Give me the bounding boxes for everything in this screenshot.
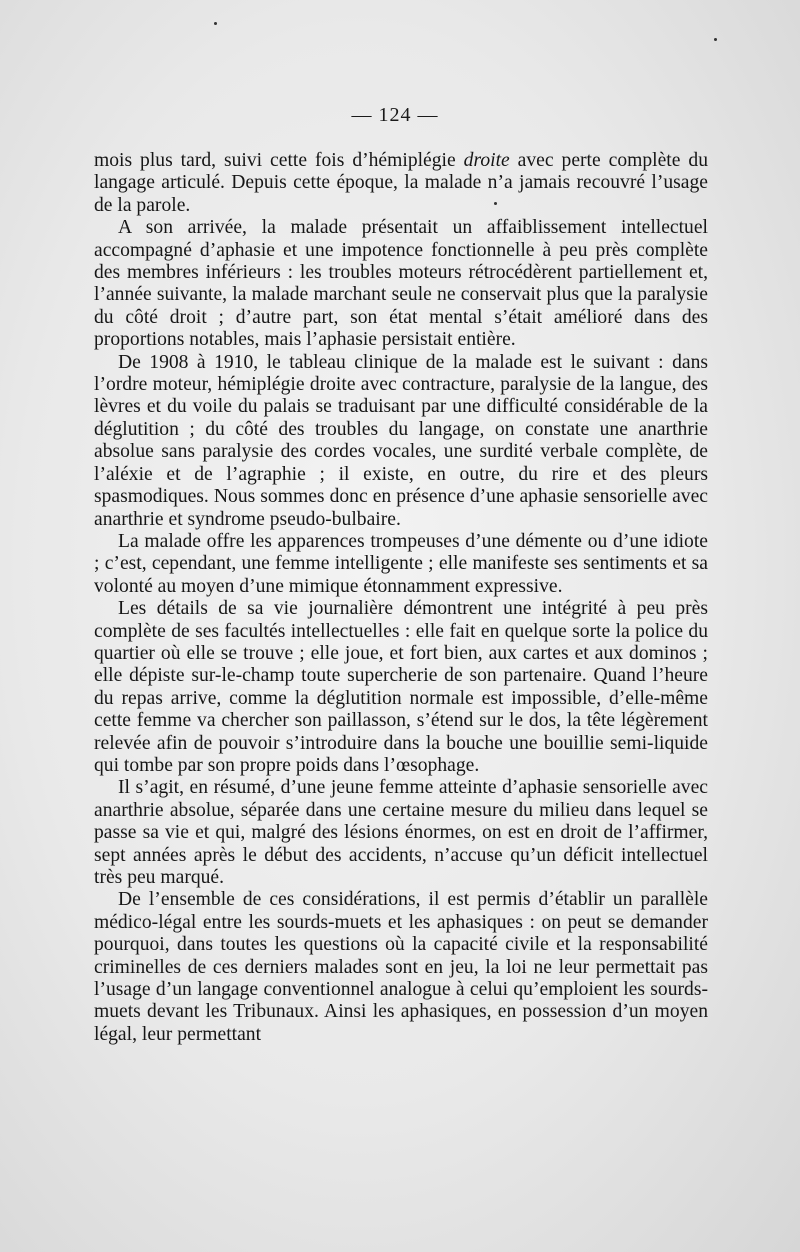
page-number: — 124 — [351,104,439,126]
paragraph-1-emphasis: droite [463,150,510,171]
body-text [94,150,708,1046]
paragraph-3: De 1908 à 1910, le tableau clinique de la malade est le suivant : dans l’ordre moteur, hémiplégie droite avec contracture, paralysie de la langue, des lèvres et du voile du palais se traduisant par une difficulté considérable de la déglutition ; du côté des troubles du langage, on constate une anarthrie absolue sans paralysie des cordes vocales, une surdité verbale complète, de l’aléxie et de l’agraphie ; il existe, en outre, du rire et des pleurs spasmodiques. Nous sommes donc en présence d’une aphasie sensorielle avec anarthrie et syndrome pseudo-bulbaire. [94,351,708,530]
paragraph-5: Les détails de sa vie journalière démontrent une intégrité à peu près complète de ses facultés intellectuelles : elle fait en quelque sorte la police du quartier où elle se trouve ; elle joue, et fort bien, aux cartes et aux dominos ; elle dépiste sur-le-champ toute supercherie de son partenaire. Quand l’heure du repas arrive, comme la déglutition normale est impossible, d’elle-même cette femme va chercher son paillasson, s’étend sur le dos, la tête légèrement relevée afin de pouvoir s’introduire dans la bouche une bouillie semi-liquide qui tombe par son propre poids dans l’œsophage. [94,598,708,776]
paragraph-1 [94,150,708,217]
paragraph-1-text-start: mois plus tard, suivi cette fois d’hémiplégie [94,150,464,171]
paragraph-4: La malade offre les apparences trompeuses d’une démente ou d’une idiote ; c’est, cependant, une femme intelligente ; elle manifeste ses sentiments et sa volonté au moyen d’une mimique étonnamment expressive. [94,530,708,597]
paragraph-6: Il s’agit, en résumé, d’une jeune femme atteinte d’aphasie sensorielle avec anarthrie absolue, séparée dans une certaine mesure du milieu dans lequel se passe sa vie et qui, malgré des lésions énormes, on est en droit de l’affirmer, sept années après le début des accidents, n’accuse qu’un déficit intellectuel très peu marqué. [94,777,708,888]
scan-speck [214,22,217,25]
paragraph-7: De l’ensemble de ces considérations, il est permis d’établir un parallèle médico-légal entre les sourds-muets et les aphasiques : on peut se demander pourquoi, dans toutes les questions où la capacité civile et la responsabilité criminelles de ces derniers malades sont en jeu, la loi ne leur permettait pas l’usage d’un langage conventionnel analogue à celui qu’emploient les sourds-muets devant les Tribunaux. Ainsi les aphasiques, en possession d’un moyen légal, leur permettant [94,889,708,1045]
scan-speck [494,202,497,205]
scan-speck [714,38,717,41]
paragraph-2: A son arrivée, la malade présentait un affaiblissement intellectuel accompagné d’aphasie et une impotence fonctionnelle à peu près complète des membres inférieurs : les troubles moteurs rétrocédèrent partiellement et, l’année suivante, la malade marchant seule ne conservait plus que la paralysie du côté droit ; d’autre part, son état mental s’était amélioré dans des proportions notables, mais l’aphasie persistait entière. [94,217,708,351]
paragraph-1-text-end: avec perte complète du langage articulé. Depuis cette époque, la malade n’a jamais recouvré l’usage de la parole. [94,150,708,216]
